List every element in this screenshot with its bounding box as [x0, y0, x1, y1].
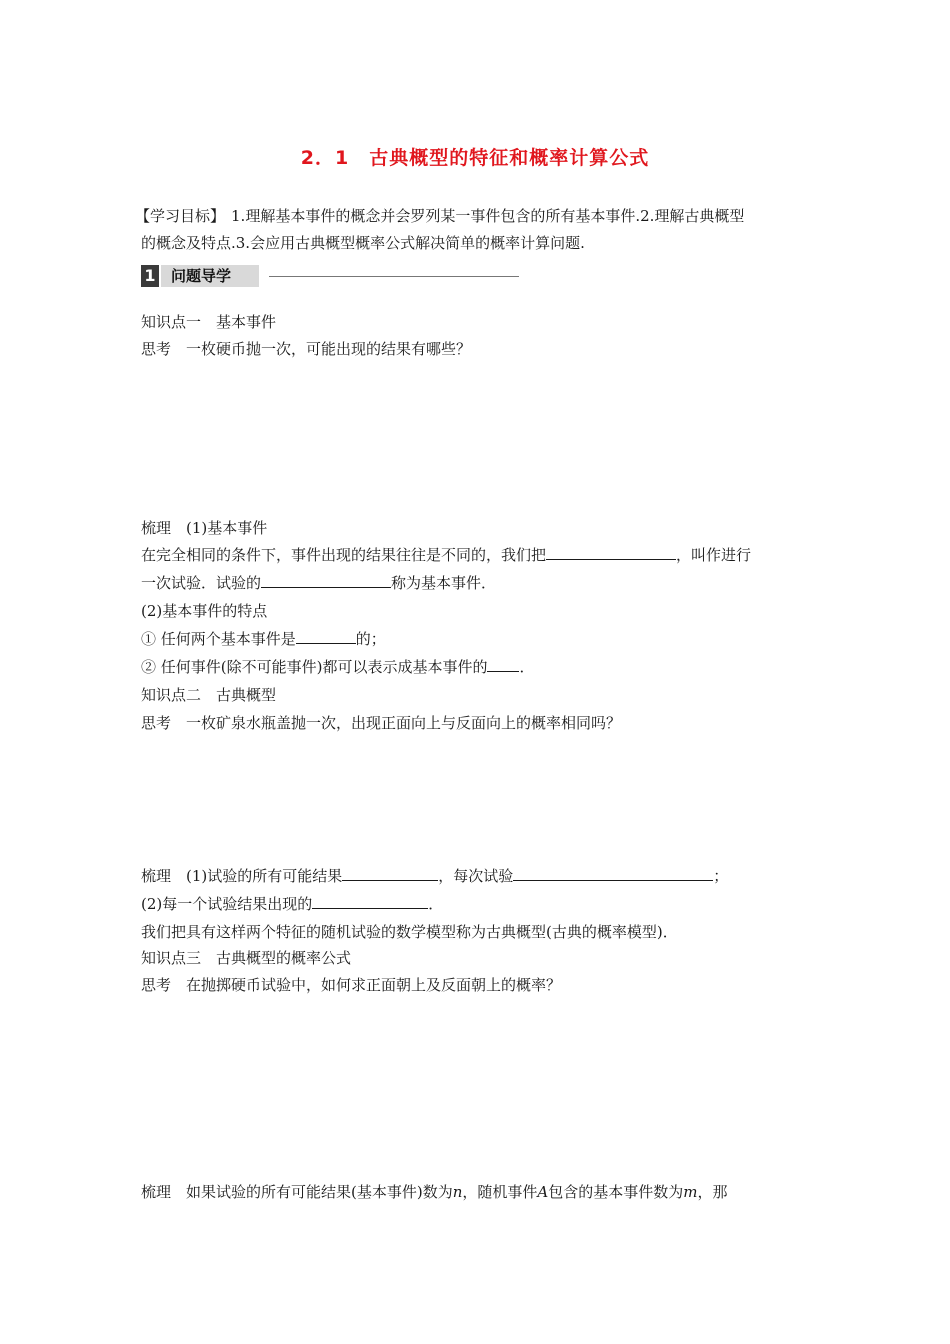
section-title: 问题导学: [161, 265, 259, 287]
kp2-line1-text-a: (1)试验的所有可能结果: [186, 867, 343, 885]
kp3-think-text: 在抛掷硬币试验中，如何求正面朝上及反面朝上的概率？: [186, 976, 562, 994]
kp2-sort-label: 梳理: [141, 867, 172, 885]
learning-goals-text-1: 1.理解基本事件的概念并会罗列某一事件包含的所有基本事件.2.理解古典概型: [231, 207, 745, 225]
kp1-item2-2-text-b: ．: [519, 658, 535, 676]
fill-blank-3[interactable]: [296, 629, 356, 644]
kp1-item2-1-text-b: 的；: [355, 630, 386, 648]
kp3-think-label: 思考: [141, 976, 172, 994]
page-title: [0, 143, 950, 170]
kp2-line2-text-a: (2)每一个试验结果出现的: [141, 895, 313, 913]
kp3-sort-text-d: ，那: [697, 1183, 728, 1201]
kp1-sort: [141, 518, 267, 538]
kp1-para1: [141, 545, 751, 565]
learning-goals-line-2: [141, 233, 585, 253]
kp1-para1-text-b: ，叫作进行: [676, 546, 752, 564]
title-number: 2．1: [300, 147, 350, 169]
title-text: 古典概型的特征和概率计算公式: [369, 147, 650, 169]
kp1-para2-text-a: 一次试验．试验的: [141, 574, 262, 592]
kp2-line1-text-b: ，每次试验: [438, 867, 514, 885]
kp2-line1-text-c: ；: [713, 867, 729, 885]
section-rule-divider: [269, 276, 519, 277]
kp3-heading: 知识点三 古典概型的概率公式: [141, 949, 352, 967]
fill-blank-5[interactable]: [342, 866, 438, 881]
section-header: [141, 265, 519, 287]
kp2-think: [141, 713, 621, 733]
fill-blank-4[interactable]: [487, 657, 519, 672]
kp3-sort-text-c: 包含的基本事件数为: [548, 1183, 684, 1201]
kp1-item2-2-text-a: ② 任何事件(除不可能事件)都可以表示成基本事件的: [141, 658, 488, 676]
kp1-think: [141, 339, 471, 359]
kp1-para1-text-a: 在完全相同的条件下，事件出现的结果往往是不同的，我们把: [141, 546, 547, 564]
kp3-sort-text-a: 如果试验的所有可能结果(基本事件)数为: [186, 1183, 453, 1201]
kp2-think-text: 一枚矿泉水瓶盖抛一次，出现正面向上与反面向上的概率相同吗？: [186, 714, 622, 732]
variable-a: A: [537, 1183, 549, 1201]
fill-blank-7[interactable]: [312, 894, 428, 909]
kp1-sort-label: 梳理: [141, 519, 172, 537]
kp1-para2: [141, 573, 496, 593]
kp1-item2-1: [141, 629, 386, 649]
section-number-badge: 1: [141, 265, 159, 287]
learning-goals-line-1: [135, 206, 745, 226]
kp3-think: [141, 975, 561, 995]
kp1-sort-item1: (1)基本事件: [186, 519, 268, 537]
fill-blank-1[interactable]: [546, 545, 676, 560]
kp1-item2: (2)基本事件的特点: [141, 602, 268, 620]
kp1-para2-text-b: 称为基本事件．: [391, 574, 497, 592]
kp1-item2-1-text-a: ① 任何两个基本事件是: [141, 630, 296, 648]
kp2-think-label: 思考: [141, 714, 172, 732]
kp1-heading: 知识点一 基本事件: [141, 313, 277, 331]
kp3-sort-text-b: ，随机事件: [462, 1183, 538, 1201]
fill-blank-6[interactable]: [513, 866, 713, 881]
kp3-sort-line: [141, 1182, 728, 1202]
kp2-sort-line-2: [141, 894, 443, 914]
kp2-heading: 知识点二 古典概型: [141, 686, 277, 704]
kp3-sort-label: 梳理: [141, 1183, 172, 1201]
variable-m: m: [683, 1183, 698, 1201]
kp1-think-text: 一枚硬币抛一次，可能出现的结果有哪些？: [186, 340, 472, 358]
learning-goals-text-2: 的概念及特点.3.会应用古典概型概率公式解决简单的概率计算问题.: [141, 234, 585, 252]
kp1-think-label: 思考: [141, 340, 172, 358]
kp2-line2-text-b: ．: [428, 895, 444, 913]
kp2-sort-line-3: 我们把具有这样两个特征的随机试验的数学模型称为古典概型(古典的概率模型)．: [141, 923, 678, 941]
kp2-sort-line-1: [141, 866, 728, 886]
learning-goals-label: 【学习目标】: [135, 207, 226, 225]
variable-n: n: [452, 1183, 463, 1201]
kp1-item2-2: [141, 657, 535, 677]
fill-blank-2[interactable]: [261, 573, 391, 588]
